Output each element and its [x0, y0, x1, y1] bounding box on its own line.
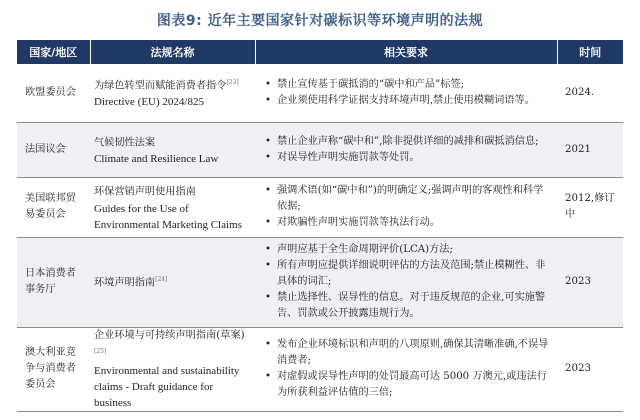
law-cell	[90, 327, 255, 411]
table-row	[17, 177, 623, 237]
law-name-cn: 企业环境与可持续声明指南(草案)[25]	[94, 329, 245, 355]
requirement-item: • 发布企业环境标识和声明的八项原则,确保其清晰准确,不误导消费者;	[265, 337, 551, 369]
requirement-item: • 强调术语(如“碳中和”)的明确定义;强调声明的客观性和科学依据;	[265, 183, 551, 215]
law-name-en: Guides for the Use of Environmental Marketing Claims	[94, 202, 242, 231]
requirement-item: • 对虚假或误导性声明的处罚最高可达 5000 万澳元,或违法行为所获利益评估值的三倍;	[265, 369, 551, 401]
reference-mark: [24]	[155, 276, 168, 284]
requirement-item: • 对欺骗性声明实施罚款等执法行动。	[265, 215, 551, 231]
header-requirements: 相关要求	[255, 40, 557, 64]
requirement-item: • 企业须使用科学证据支持环境声明,禁止使用模糊词语等。	[265, 93, 551, 109]
table-row	[17, 122, 623, 177]
law-cell	[90, 122, 255, 177]
header-law: 法规名称	[90, 40, 255, 64]
country-cell: 欧盟委员会	[17, 64, 90, 122]
country-cell: 法国议会	[17, 122, 90, 177]
time-cell: 2023	[557, 327, 623, 411]
requirement-item: • 禁止企业声称“碳中和”,除非提供详细的减排和碳抵消信息;	[265, 134, 551, 150]
table-header	[17, 40, 623, 64]
law-name-cn: 为绿色转型而赋能消费者指令[23]	[94, 79, 239, 92]
requirements-cell	[255, 64, 557, 122]
time-cell: 2023	[557, 237, 623, 327]
law-cell	[90, 64, 255, 122]
law-name-en: Directive (EU) 2024/825	[94, 96, 204, 109]
figure-title: 图表9: 近年主要国家针对碳标识等环境声明的法规	[156, 13, 484, 29]
time-cell: 2024.	[557, 64, 623, 122]
requirement-item: • 所有声明应提供详细说明评估的方法及范围;禁止模糊性、非具体的词汇;	[265, 258, 551, 290]
table-row	[17, 237, 623, 327]
law-name-en: Environmental and sustainability claims - Draft guidance for business	[94, 364, 240, 409]
header-time: 时间	[557, 40, 623, 64]
requirements-cell	[255, 177, 557, 237]
requirements-cell	[255, 122, 557, 177]
requirements-cell	[255, 237, 557, 327]
regulations-table	[17, 40, 623, 412]
requirement-item: • 对误导性声明实施罚款等处罚。	[265, 150, 551, 166]
time-cell: 2012,修订中	[557, 177, 623, 237]
requirement-item: • 禁止选择性、误导性的信息。对于违反规范的企业,可实施警告、罚款或公开披露违规行为。	[265, 290, 551, 322]
law-name-en: Climate and Resilience Law	[94, 153, 219, 166]
country-cell: 澳大利亚竞争与消费者委员会	[17, 327, 90, 411]
requirements-cell	[255, 327, 557, 411]
reference-mark: [23]	[226, 79, 239, 87]
table-row	[17, 64, 623, 122]
header-country: 国家/地区	[17, 40, 90, 64]
table-row	[17, 327, 623, 411]
law-name-cn: 环保营销声明使用指南	[94, 186, 196, 198]
law-cell	[90, 237, 255, 327]
country-cell: 美国联邦贸易委员会	[17, 177, 90, 237]
law-cell	[90, 177, 255, 237]
reference-mark: [25]	[94, 347, 107, 355]
requirement-item: • 禁止宣传基于碳抵消的“碳中和产品”标签;	[265, 77, 551, 93]
country-cell: 日本消费者事务厅	[17, 237, 90, 327]
law-name-cn: 气候韧性法案	[94, 137, 156, 149]
law-name-cn: 环境声明指南[24]	[94, 276, 168, 289]
requirement-item: • 声明应基于全生命周期评价(LCA)方法;	[265, 242, 551, 258]
time-cell: 2021	[557, 122, 623, 177]
